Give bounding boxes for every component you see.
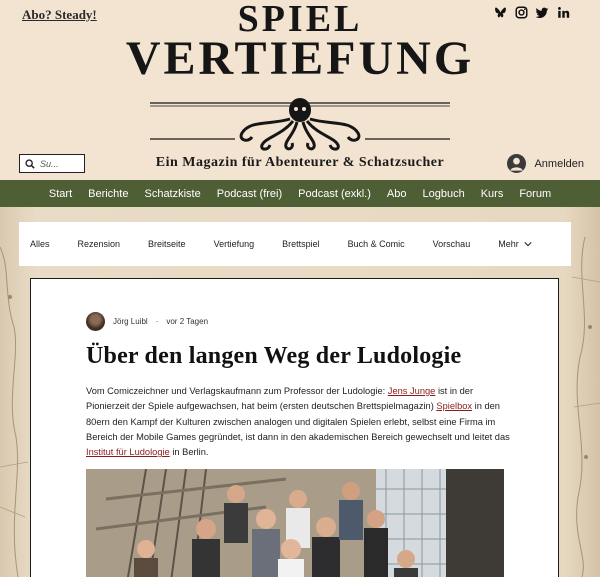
nav-logbuch[interactable]: Logbuch	[422, 187, 465, 200]
nav-forum[interactable]: Forum	[519, 187, 552, 200]
chevron-down-icon	[524, 241, 532, 247]
post-title[interactable]: Über den langen Weg der Ludologie	[86, 343, 462, 369]
category-vorschau[interactable]: Vorschau	[432, 239, 471, 249]
excerpt-text-2: ist in der Pionierzeit der Spiele aufgewachsen, hat beim (ersten deutschen Brettspielmagazin)	[86, 386, 474, 412]
link-jens-junge[interactable]: Jens Junge	[387, 386, 436, 396]
nav-abo[interactable]: Abo	[386, 187, 407, 200]
post-author[interactable]	[86, 312, 208, 331]
nav-berichte[interactable]: Berichte	[88, 187, 129, 200]
author-name[interactable]: Jörg Luibl	[113, 317, 148, 326]
link-spielbox[interactable]: Spielbox	[436, 401, 473, 412]
post-excerpt	[86, 384, 511, 460]
site-tagline: Ein Magazin für Abenteurer & Schatzsucher	[155, 155, 445, 170]
logo-title-spiel[interactable]: SPIEL	[237, 0, 363, 40]
excerpt-text-4: in Berlin.	[169, 447, 209, 458]
excerpt-text-1: Vom Comiczeichner und Verlagskaufmann zum Professor der Ludologie:	[86, 386, 388, 396]
login-button[interactable]	[507, 154, 584, 173]
twitter-icon[interactable]	[536, 6, 549, 19]
excerpt-text-3: in den 80ern den Kampf der Kulturen zwischen analogen und digitalen Spielen erlebt, selbst eine Firma im Bereich der Mobile Games gegründet, ist dann in den akademischen Bereich gewechselt und leitet das	[86, 401, 510, 442]
separator-dot: ·	[155, 317, 159, 326]
category-vertiefung[interactable]: Vertiefung	[213, 239, 255, 249]
nav-podcast-frei[interactable]: Podcast (frei)	[216, 187, 283, 200]
linkedin-icon[interactable]	[557, 6, 570, 19]
user-avatar-icon	[507, 154, 526, 173]
category-breitseite[interactable]: Breitseite	[148, 239, 186, 249]
login-label: Anmelden	[534, 157, 584, 170]
category-rezension[interactable]: Rezension	[77, 239, 121, 249]
octopus-logo-icon	[150, 95, 450, 155]
category-buch-comic[interactable]: Buch & Comic	[347, 239, 405, 249]
post-card[interactable]	[30, 278, 559, 577]
category-alles[interactable]: Alles	[30, 239, 50, 249]
instagram-icon[interactable]	[515, 6, 528, 19]
more-label: Mehr	[498, 239, 519, 249]
link-institut-fuer-ludologie[interactable]: Institut für Ludologie	[86, 447, 170, 458]
nav-schatzkiste[interactable]: Schatzkiste	[144, 187, 201, 200]
nav-kurs[interactable]: Kurs	[480, 187, 504, 200]
nav-start[interactable]: Start	[48, 187, 73, 200]
author-avatar[interactable]	[86, 312, 105, 331]
category-brettspiel[interactable]: Brettspiel	[282, 239, 320, 249]
category-more-button[interactable]	[498, 239, 532, 249]
group-photo-illustration	[86, 469, 504, 577]
post-time: vor 2 Tagen	[166, 317, 209, 326]
social-links	[494, 6, 570, 19]
nav-podcast-exkl[interactable]: Podcast (exkl.)	[298, 187, 371, 200]
logo-title-vertiefung[interactable]: VERTIEFUNG	[125, 32, 475, 85]
bluesky-icon[interactable]	[494, 6, 507, 19]
abo-steady-link[interactable]: Abo? Steady!	[22, 7, 97, 22]
category-bar	[19, 222, 571, 266]
post-cover-image[interactable]	[86, 469, 504, 577]
main-navigation	[0, 180, 600, 207]
